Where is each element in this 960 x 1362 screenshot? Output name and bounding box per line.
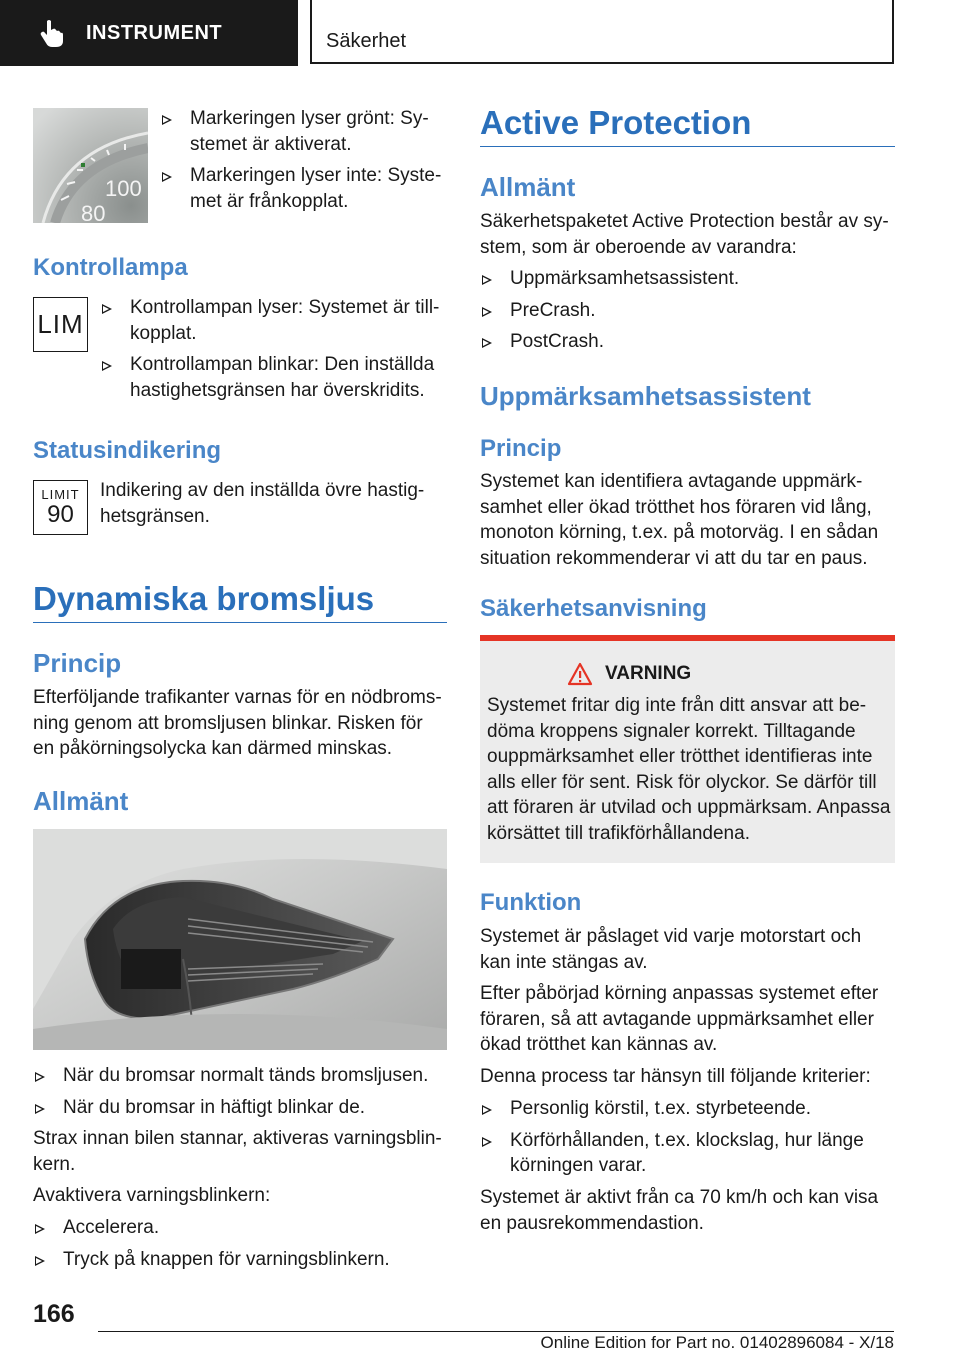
status-text: Indikering av den inställda övre hastig- hetsgränsen. — [100, 480, 425, 527]
warning-box — [480, 635, 895, 863]
funktion-heading: Funktion — [480, 889, 582, 916]
list-item: Markeringen lyser grönt: Sy- stemet är aktiverat. — [160, 106, 450, 157]
princip-heading-right: Princip — [480, 435, 562, 462]
brake-para-1: Strax innan bilen stannar, aktiveras varningsblin- kern. — [33, 1128, 442, 1175]
dynamiska-title: Dynamiska bromsljus — [33, 580, 375, 617]
title-rule — [33, 622, 447, 623]
gauge-bullets — [160, 106, 450, 214]
system-bullets — [480, 266, 900, 355]
chapter-title: Säkerhet — [326, 30, 407, 52]
limit-icon-top: LIMIT — [41, 486, 80, 502]
warning-text: Systemet fritar dig inte från ditt ansvar att be- döma kroppens signaler korrekt. Tilltagande ouppmärksamhet eller trötthet identifieras inte alls eller för sent. Risk för olyckor. Se därför till att föraren är utvilad och uppmärksam. Anpassa körsättet till trafikförhållandena. — [487, 695, 891, 844]
brake-bullets — [33, 1063, 453, 1120]
assist-heading: Uppmärksamhetsassistent — [480, 381, 811, 411]
footer-rule — [98, 1331, 894, 1332]
lim-icon-text: LIM — [37, 309, 84, 339]
chapter-tab — [310, 0, 894, 64]
statusindikering-heading: Statusindikering — [33, 437, 222, 464]
title-rule — [480, 146, 895, 147]
list-item: Markeringen lyser inte: Syste- met är frånkopplat. — [160, 163, 450, 214]
list-item: När du bromsar in häftigt blinkar de. — [33, 1095, 453, 1121]
list-item: När du bromsar normalt tänds bromsljusen. — [33, 1063, 453, 1089]
criteria-bullets — [480, 1096, 900, 1179]
warning-label: VARNING — [605, 663, 692, 684]
warning-triangle-icon — [567, 662, 593, 686]
hand-pointer-icon — [38, 19, 64, 47]
limit-indicator-icon — [33, 480, 88, 535]
funktion-para-1: Systemet är påslaget vid varje motorstart och kan inte stängas av. — [480, 926, 862, 973]
speedometer-image — [33, 108, 148, 223]
list-item: Kontrollampan blinkar: Den inställda hastighetsgränsen har överskridits. — [100, 352, 450, 403]
lim-indicator-icon — [33, 297, 88, 352]
safety-heading: Säkerhetsanvisning — [480, 595, 707, 622]
list-item: PreCrash. — [480, 298, 900, 324]
brake-para-2: Avaktivera varningsblinkern: — [33, 1185, 271, 1206]
princip-text-right: Systemet kan identifiera avtagande uppmärk- samhet eller ökad trötthet hos föraren vid lång, monoton körning, t.ex. på motorväg. I en sådan situation rekommenderar vi att du tar en paus. — [480, 471, 879, 569]
princip-text: Efterföljande trafikanter varnas för en nödbroms- ning genom att bromsljusen blinkar. Risken för en påkörningsolycka kan därmed minskas. — [33, 687, 442, 759]
list-item: Personlig körstil, t.ex. styrbeteende. — [480, 1096, 900, 1122]
brake-light-image — [33, 829, 447, 1050]
gauge-number-100: 100 — [105, 176, 142, 201]
princip-heading: Princip — [33, 648, 122, 678]
list-item: Accelerera. — [33, 1215, 453, 1241]
warning-bar — [480, 635, 895, 641]
page-number: 166 — [33, 1300, 75, 1328]
funktion-para-4: Systemet är aktivt från ca 70 km/h och kan visa en pausrekommendastion. — [480, 1187, 879, 1234]
hazard-bullets — [33, 1215, 453, 1272]
list-item: Kontrollampan lyser: Systemet är till- kopplat. — [100, 295, 450, 346]
allmant-heading: Allmänt — [33, 786, 129, 816]
gauge-number-80: 80 — [81, 201, 106, 223]
allmant-text-right: Säkerhetspaketet Active Protection består av sy- stem, som är oberoende av varandra: — [480, 211, 889, 258]
kontrollampa-heading: Kontrollampa — [33, 254, 188, 281]
limit-icon-bottom: 90 — [47, 500, 74, 528]
list-item: Tryck på knappen för varningsblinkern. — [33, 1247, 453, 1273]
list-item: PostCrash. — [480, 329, 900, 355]
active-protection-title: Active Protection — [480, 104, 752, 141]
section-tab — [0, 0, 298, 66]
funktion-para-3: Denna process tar hänsyn till följande kriterier: — [480, 1066, 871, 1087]
kontrollampa-bullets — [100, 295, 450, 403]
funktion-para-2: Efter påbörjad körning anpassas systemet efter föraren, så att avtagande uppmärksamhet eller ökad trötthet kan kännas av. — [480, 983, 879, 1055]
allmant-heading-right: Allmänt — [480, 172, 576, 202]
section-title: INSTRUMENT — [86, 21, 223, 44]
edition-text: Online Edition for Part no. 01402896084 - X/18 — [540, 1333, 894, 1352]
list-item: Körförhållanden, t.ex. klockslag, hur länge körningen varar. — [480, 1128, 900, 1179]
list-item: Uppmärksamhetsassistent. — [480, 266, 900, 292]
